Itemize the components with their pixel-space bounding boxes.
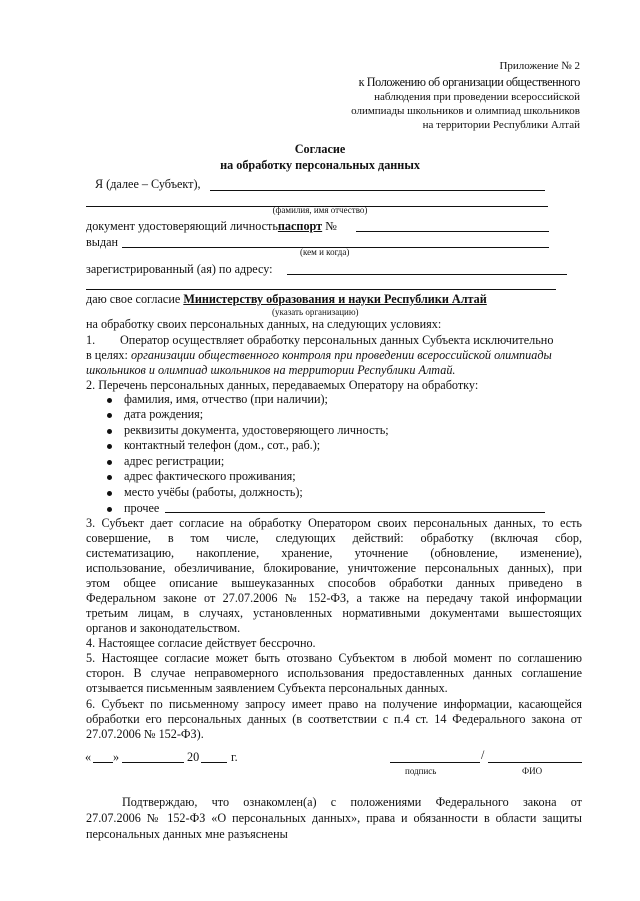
list-item: фамилия, имя, отчество (при наличии); (124, 392, 328, 406)
date-open-quote: « (85, 750, 92, 764)
clause-3-line-6: Федеральном законе от 27.07.2006 № 152-ФЗ, а также на передачу такой информации (86, 591, 582, 605)
signature-slash: / (481, 748, 485, 762)
appendix-line-3: наблюдения при проведении всероссийской (374, 91, 580, 103)
bullet-icon (107, 491, 112, 496)
bullet-icon (107, 460, 112, 465)
year-prefix: 20 (187, 750, 200, 764)
clause-3-line-8: органов и законодательством. (86, 621, 241, 635)
date-close-quote: » (113, 750, 120, 764)
clause-3-line-4: использование, обезличивание, блокирование, уничтожение персональных данных), при (86, 561, 582, 575)
clause-3-line-2: совершение, в том числе, следующих действий: обработку (включая сбор, (86, 531, 582, 545)
doc-subtitle: на обработку персональных данных (220, 158, 420, 172)
clause-1-prefix: в целях: (86, 348, 128, 362)
clause-6-line-1: 6. Субъект по письменному запросу имеет право на получение информации, касающейся (86, 697, 582, 711)
clause-3-line-5: этом общее описание вышеуказанных способов обработки данных приведено в (86, 576, 582, 590)
confirm-line-3: персональных данных мне разъяснены (86, 827, 288, 841)
list-item: прочее (124, 501, 160, 515)
bullet-icon (107, 429, 112, 434)
list-item: место учёбы (работы, должность); (124, 485, 303, 499)
list-item: адрес фактического проживания; (124, 469, 296, 483)
consent-prefix: даю свое согласие (86, 292, 181, 306)
consent-conditions: на обработку своих персональных данных, на следующих условиях: (86, 317, 442, 331)
bullet-icon (107, 413, 112, 418)
subject-hint: (фамилия, имя отчество) (272, 205, 368, 215)
document-number-sign: № (325, 219, 337, 233)
registered-label: зарегистрированный (ая) по адресу: (86, 262, 273, 276)
clause-5-line-1: 5. Настоящее согласие может быть отозвано Субъектом в любой момент по соглашению (86, 651, 582, 665)
issued-label: выдан (86, 235, 119, 249)
clause-1-number: 1. (86, 333, 96, 347)
clause-6-line-3: 27.07.2006 № 152-ФЗ). (86, 727, 204, 741)
list-item: адрес регистрации; (124, 454, 225, 468)
list-item: дата рождения; (124, 407, 204, 421)
day-field[interactable] (93, 762, 113, 763)
appendix-line-4: олимпиады школьников и олимпиад школьников (351, 105, 580, 117)
document-type: паспорт (277, 219, 323, 233)
document-label-text: документ удостоверяющий личность (86, 219, 278, 233)
consent-line (86, 292, 487, 307)
bullet-icon (107, 475, 112, 480)
issued-hint: (кем и когда) (300, 247, 350, 257)
clause-2: 2. Перечень персональных данных, передаваемых Оператору на обработку: (86, 378, 479, 392)
month-field[interactable] (122, 762, 184, 763)
year-suffix: г. (231, 750, 238, 764)
bullet-icon (107, 507, 112, 512)
appendix-line-5: на территории Республики Алтай (422, 119, 580, 131)
bullet-icon (107, 444, 112, 449)
signature-field[interactable] (390, 762, 480, 763)
bullet-icon (107, 398, 112, 403)
doc-title: Согласие (294, 142, 346, 156)
year-field[interactable] (201, 762, 227, 763)
consent-organization: Министерству образования и науки Республики Алтай (183, 292, 487, 306)
clause-1-line-1: Оператор осуществляет обработку персональных данных Субъекта исключительно (120, 333, 554, 347)
document-label (86, 219, 337, 234)
clause-1-line-2 (86, 348, 552, 363)
consent-hint: (указать организацию) (272, 307, 359, 317)
appendix-number: Приложение № 2 (499, 60, 580, 72)
clause-3-line-1: 3. Субъект дает согласие на обработку Оператором своих персональных данных, то есть (86, 516, 582, 530)
address-field-2[interactable] (86, 289, 556, 290)
signature-label: подпись (405, 766, 437, 776)
clause-3-line-7: третьим лицам, в случаях, установленных нормативными документами вышестоящих (86, 606, 582, 620)
other-data-field[interactable] (165, 512, 545, 513)
clause-3-line-3: систематизацию, накопление, хранение, уточнение (обновление, изменение), (86, 546, 582, 560)
subject-label: Я (далее – Субъект), (95, 177, 201, 191)
clause-1-purpose: организации общественного контроля при проведении всероссийской олимпиады (130, 348, 552, 362)
subject-name-field[interactable] (210, 190, 545, 191)
appendix-line-2: к Положению об организации общественного (358, 75, 580, 89)
clause-6-line-2: обработки его персональных данных (в соответствии с п.4 ст. 14 Федерального закона от (86, 712, 582, 726)
list-item: контактный телефон (дом., сот., раб.); (124, 438, 321, 452)
clause-4: 4. Настоящее согласие действует бессрочно. (86, 636, 316, 650)
clause-5-line-2: сторон. В случае неправомерного использования предоставленных данных соглашение (86, 666, 582, 680)
clause-1-line-3: школьников и олимпиад школьников на территории Республики Алтай. (86, 363, 456, 377)
list-item: реквизиты документа, удостоверяющего личность; (124, 423, 389, 437)
fio-label: ФИО (522, 766, 543, 776)
fio-field[interactable] (488, 762, 582, 763)
confirm-line-1: Подтверждаю, что ознакомлен(а) с положениями Федерального закона от (122, 795, 582, 809)
document-number-field[interactable] (356, 231, 549, 232)
address-field[interactable] (287, 274, 567, 275)
clause-5-line-3: отзывается письменным заявлением Субъекта персональных данных. (86, 681, 448, 695)
confirm-line-2: 27.07.2006 № 152-ФЗ «О персональных данных», права и обязанности в области защиты (86, 811, 582, 825)
